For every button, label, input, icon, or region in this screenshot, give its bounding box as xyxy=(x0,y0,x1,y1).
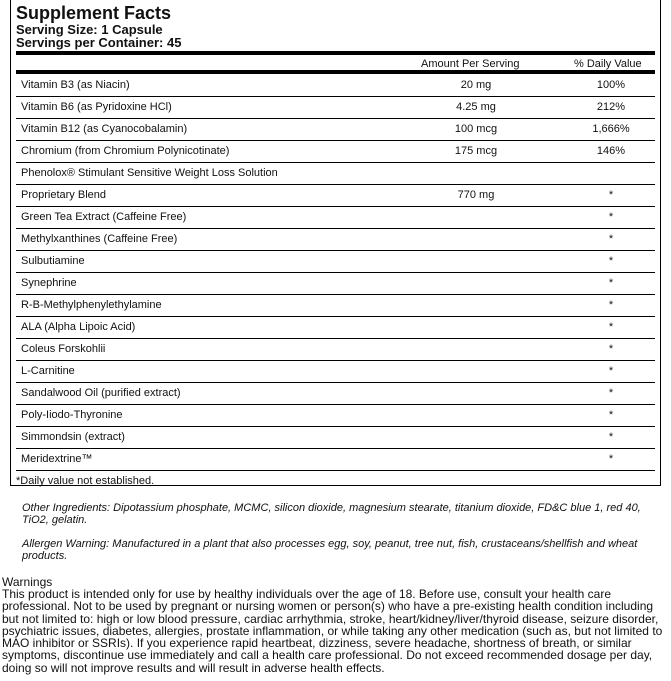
table-row xyxy=(16,448,655,471)
daily-value: * xyxy=(608,365,614,377)
daily-value: * xyxy=(608,211,614,223)
daily-value: 100% xyxy=(596,79,626,91)
table-row xyxy=(16,118,655,141)
table-row xyxy=(16,96,655,119)
serving-size: Serving Size: 1 Capsule xyxy=(16,22,163,37)
daily-value: * xyxy=(608,453,614,465)
footnote: *Daily value not established. xyxy=(16,475,155,487)
table-row xyxy=(16,184,655,207)
daily-value: * xyxy=(608,233,614,245)
daily-value: * xyxy=(608,409,614,421)
nutrient-name: Green Tea Extract (Caffeine Free) xyxy=(21,211,187,223)
warnings-heading: Warnings xyxy=(2,575,53,589)
amount-value: 20 mg xyxy=(460,79,492,91)
table-row xyxy=(16,162,655,185)
allergen-warning: Allergen Warning: Manufactured in a plant that also processes egg, soy, peanut, tree nut, fish, crustaceans/shellfish and wheat products. xyxy=(22,538,638,562)
thick-divider xyxy=(16,51,655,55)
nutrient-name: Vitamin B6 (as Pyridoxine HCl) xyxy=(21,101,172,113)
table-row xyxy=(16,228,655,251)
nutrient-name: Coleus Forskohlii xyxy=(21,343,106,355)
servings-per-container: Servings per Container: 45 xyxy=(16,35,182,50)
nutrient-name: Sulbutiamine xyxy=(21,255,85,267)
amount-header: Amount Per Serving xyxy=(421,58,520,70)
daily-value: 212% xyxy=(596,101,626,113)
table-row xyxy=(16,272,655,295)
nutrient-name: ALA (Alpha Lipoic Acid) xyxy=(21,321,136,333)
table-row xyxy=(16,206,655,229)
nutrient-name: Poly-Iiodo-Thyronine xyxy=(21,409,123,421)
table-row xyxy=(16,140,655,163)
daily-value: * xyxy=(608,321,614,333)
nutrient-name: Proprietary Blend xyxy=(21,189,106,201)
nutrient-name: R-B-Methylphenylethylamine xyxy=(21,299,162,311)
daily-value: * xyxy=(608,255,614,267)
daily-value: * xyxy=(608,343,614,355)
dv-header: % Daily Value xyxy=(574,58,642,70)
daily-value: * xyxy=(608,299,614,311)
table-row xyxy=(16,316,655,339)
table-row xyxy=(16,250,655,273)
table-row xyxy=(16,404,655,427)
table-row xyxy=(16,360,655,383)
facts-title: Supplement Facts xyxy=(16,3,172,23)
daily-value: 1,666% xyxy=(592,123,630,135)
warnings-text: This product is intended only for use by healthy individuals over the age of 18. Before use, consult your health care professional. Not to be used by pregnant or nursing women or person(s) who have a pre-existing health condition including but not limited to: high or low blood pressure, cardiac arrhythmia, stroke, heart/kidney/liver/thyroid disease, seizure disorder, psychiatric issues, diabetes, allergies, prostate inflammation, or while taking any other medication (such as, but not limited to MAO inhibitor or SSRIs). If you experience rapid heartbeat, dizziness, severe headache, shortness of breath, or similar symptoms, discontinue use immediately and call a health care professional. Do not exceed recommended dosage per day, doing so will not improve results and will result in adverse health effects. xyxy=(2,587,663,675)
daily-value: * xyxy=(608,189,614,201)
table-row xyxy=(16,338,655,361)
amount-value: 770 mg xyxy=(457,189,495,201)
amount-value: 100 mcg xyxy=(454,123,498,135)
table-row xyxy=(16,382,655,405)
nutrient-name: Meridextrine™ xyxy=(21,453,93,465)
other-ingredients: Other Ingredients: Dipotassium phosphate, MCMC, silicon dioxide, magnesium stearate, titanium dioxide, FD&C blue 1, red 40, TiO2, gelatin. xyxy=(22,502,641,526)
table-row xyxy=(16,74,655,97)
supplement-facts-panel xyxy=(10,0,661,486)
nutrient-name: Synephrine xyxy=(21,277,77,289)
table-row xyxy=(16,426,655,449)
nutrient-name: Phenolox® Stimulant Sensitive Weight Loss Solution xyxy=(21,167,278,179)
nutrient-name: Vitamin B12 (as Cyanocobalamin) xyxy=(21,123,188,135)
daily-value: 146% xyxy=(596,145,626,157)
daily-value: * xyxy=(608,431,614,443)
table-row xyxy=(16,294,655,317)
nutrient-name: Vitamin B3 (as Niacin) xyxy=(21,79,130,91)
daily-value: * xyxy=(608,277,614,289)
amount-value: 4.25 mg xyxy=(456,101,496,113)
amount-value: 175 mcg xyxy=(454,145,498,157)
nutrient-name: Simmondsin (extract) xyxy=(21,431,125,443)
nutrient-name: Sandalwood Oil (purified extract) xyxy=(21,387,181,399)
nutrient-name: Chromium (from Chromium Polynicotinate) xyxy=(21,145,230,157)
daily-value: * xyxy=(608,387,614,399)
nutrient-name: Methylxanthines (Caffeine Free) xyxy=(21,233,178,245)
nutrient-name: L-Carnitine xyxy=(21,365,75,377)
